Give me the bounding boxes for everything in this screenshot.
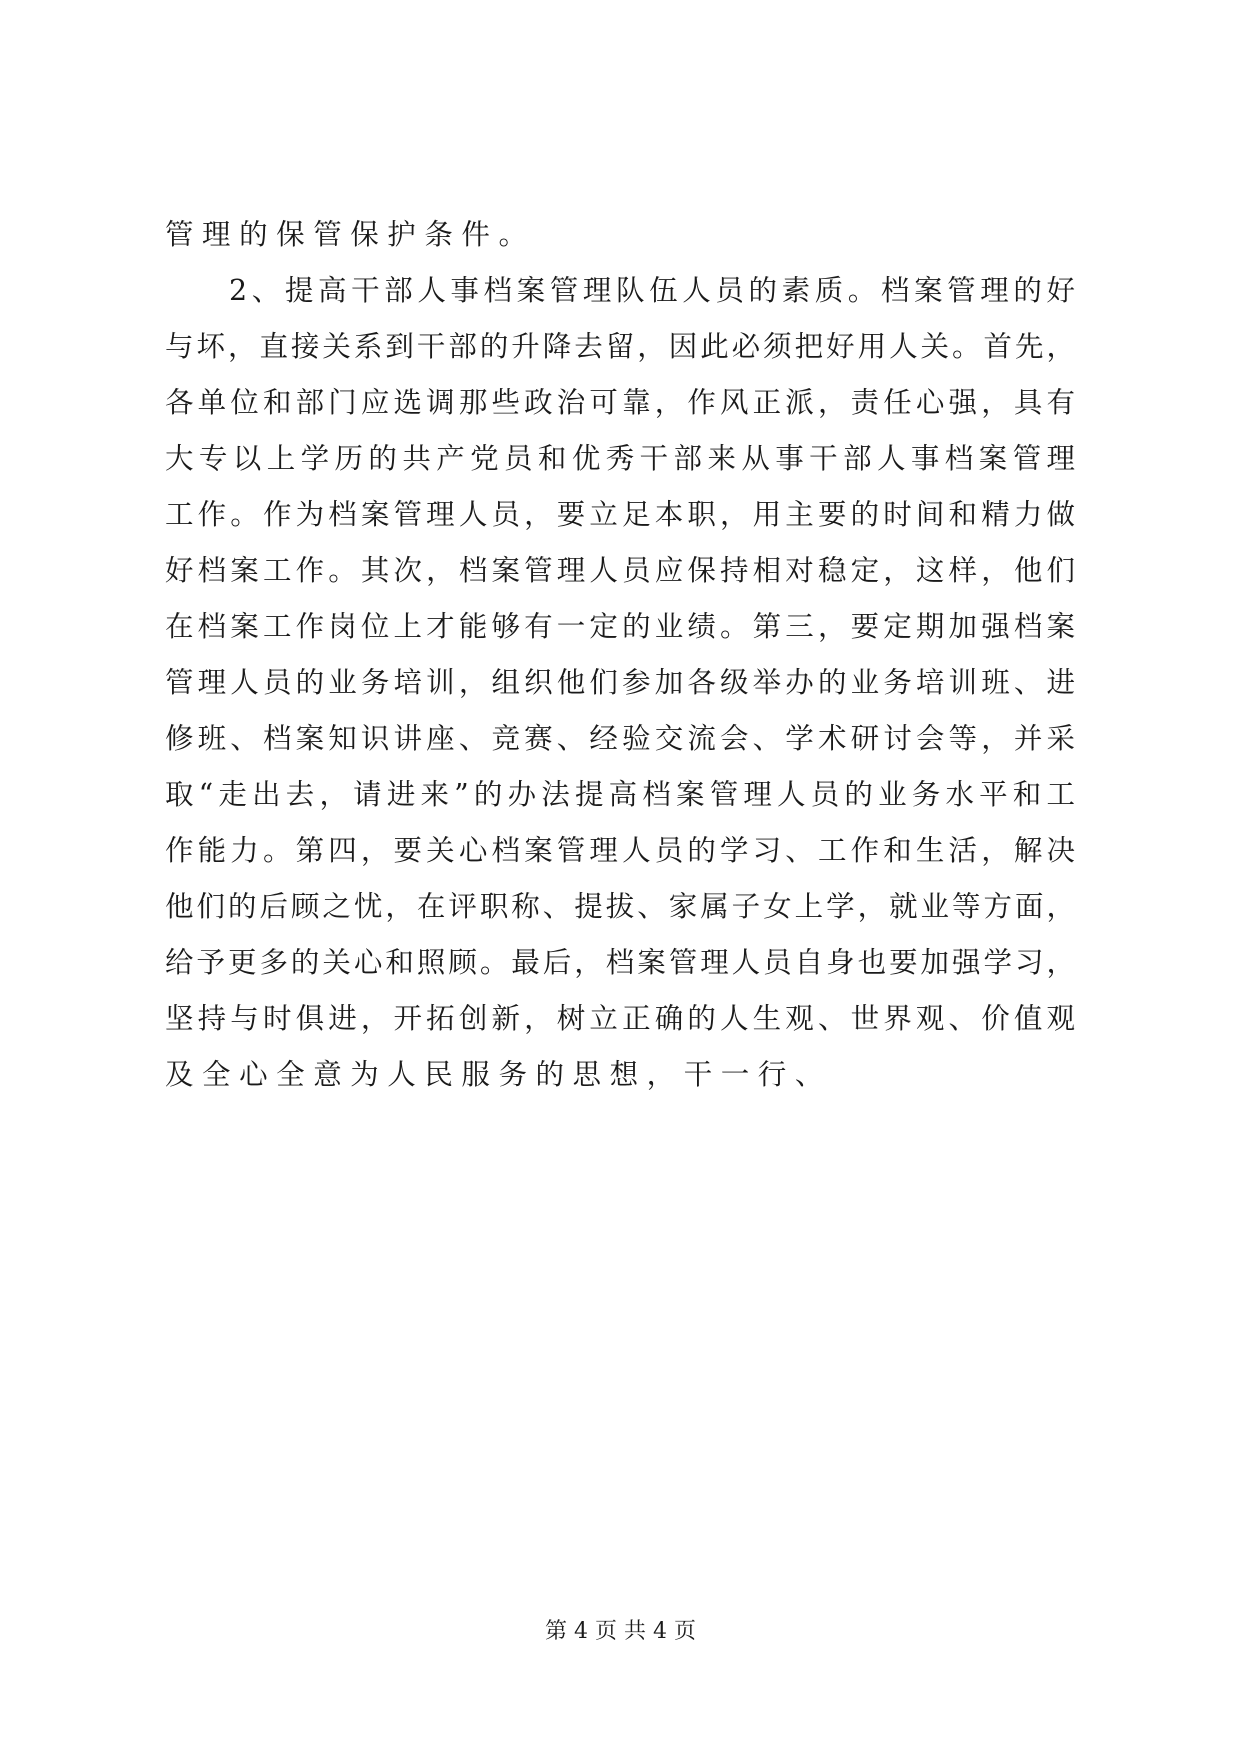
paragraph-line: 坚持与时俱进，开拓创新，树立正确的人生观、世界观、价值观 <box>165 1002 1075 1035</box>
paragraph-line: 他们的后顾之忧，在评职称、提拔、家属子女上学，就业等方面， <box>165 890 1075 923</box>
paragraph-line: 在档案工作岗位上才能够有一定的业绩。第三，要定期加强档案 <box>165 610 1075 643</box>
paragraph-line: 各单位和部门应选调那些政治可靠，作风正派，责任心强，具有 <box>165 386 1075 419</box>
paragraph-line: 工作。作为档案管理人员，要立足本职，用主要的时间和精力做 <box>165 498 1075 531</box>
page-footer <box>0 1617 1241 1647</box>
paragraph-line: 2、提高干部人事档案管理队伍人员的素质。档案管理的好 <box>229 274 1075 307</box>
paragraph-line: 大专以上学历的共产党员和优秀干部来从事干部人事档案管理 <box>165 442 1075 475</box>
paragraph-line: 及全心全意为人民服务的思想，干一行、 <box>165 1058 832 1091</box>
paragraph-line: 与坏，直接关系到干部的升降去留，因此必须把好用人关。首先， <box>165 330 1075 363</box>
paragraph-line: 取“走出去，请进来”的办法提高档案管理人员的业务水平和工 <box>165 778 1075 811</box>
paragraph-line: 管理的保管保护条件。 <box>165 218 536 251</box>
page-number-label: 第 4 页 共 4 页 <box>545 1619 696 1644</box>
body-text <box>165 207 1075 1103</box>
paragraph-line: 好档案工作。其次，档案管理人员应保持相对稳定，这样，他们 <box>165 554 1075 587</box>
paragraph-line: 修班、档案知识讲座、竞赛、经验交流会、学术研讨会等，并采 <box>165 722 1075 755</box>
paragraph-line: 给予更多的关心和照顾。最后，档案管理人员自身也要加强学习， <box>165 946 1075 979</box>
paragraph-line: 作能力。第四，要关心档案管理人员的学习、工作和生活，解决 <box>165 834 1075 867</box>
paragraph-line: 管理人员的业务培训，组织他们参加各级举办的业务培训班、进 <box>165 666 1075 699</box>
